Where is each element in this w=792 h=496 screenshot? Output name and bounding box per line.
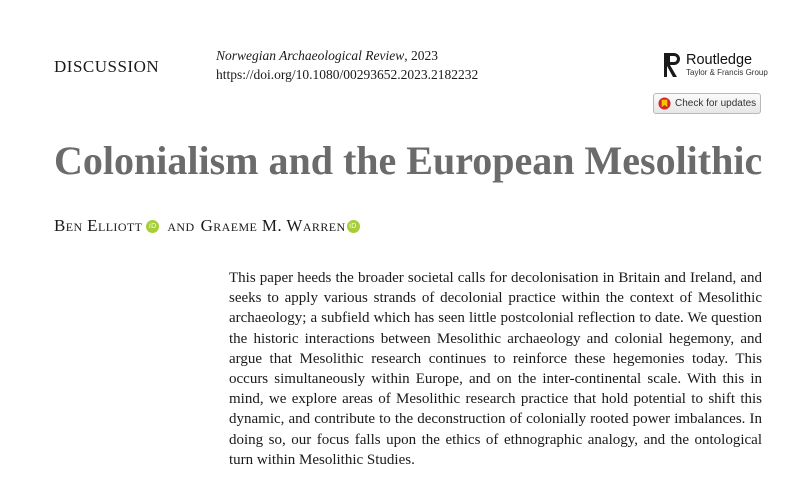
routledge-logo-icon [664,51,682,79]
publisher-name: Routledge [686,51,753,68]
author-name[interactable]: Ben Elliott [54,216,143,235]
section-label: DISCUSSION [54,57,160,76]
author-line [54,216,366,236]
check-for-updates-button[interactable] [653,93,761,114]
orcid-icon[interactable]: iD [146,220,159,233]
publisher-subtitle: Taylor & Francis Group [686,68,768,78]
abstract: This paper heeds the broader societal calls for decolonisation in Britain and Ireland, and seeks to apply various strands of decolonial practice within the context of Mesolithic archaeology; a subfield which has seen little postcolonial reflection to date. We question the historic interactions between Mesolithic archaeology and colonial hegemony, and argue that Mesolithic research continues to reinforce these hegemonies today. This occurs simultaneously within Europe, and on the inter-continental scale. With this in mind, we explore areas of Mesolithic research practice that hold potential to shift this dynamic, and contribute to the deconstruction of colonially rooted power imbalances. In doing so, our focus falls upon the ethics of ethnographic analogy, and the ontological turn within Mesolithic Studies. [229,270,762,468]
journal-citation [216,46,478,65]
article-title: Colonialism and the European Mesolithic [54,138,763,183]
check-for-updates-label: Check for updates [675,98,757,109]
journal-year: , 2023 [404,48,438,63]
journal-name: Norwegian Archaeological Review [216,48,405,63]
author-conjunction: and [167,216,195,235]
journal-info [216,46,478,84]
publisher-logo[interactable] [664,51,768,79]
author-name[interactable]: Graeme M. Warren [200,216,346,235]
orcid-icon[interactable]: iD [347,220,360,233]
crossmark-icon [658,97,671,110]
doi-link[interactable]: https://doi.org/10.1080/00293652.2023.2182232 [216,67,479,82]
